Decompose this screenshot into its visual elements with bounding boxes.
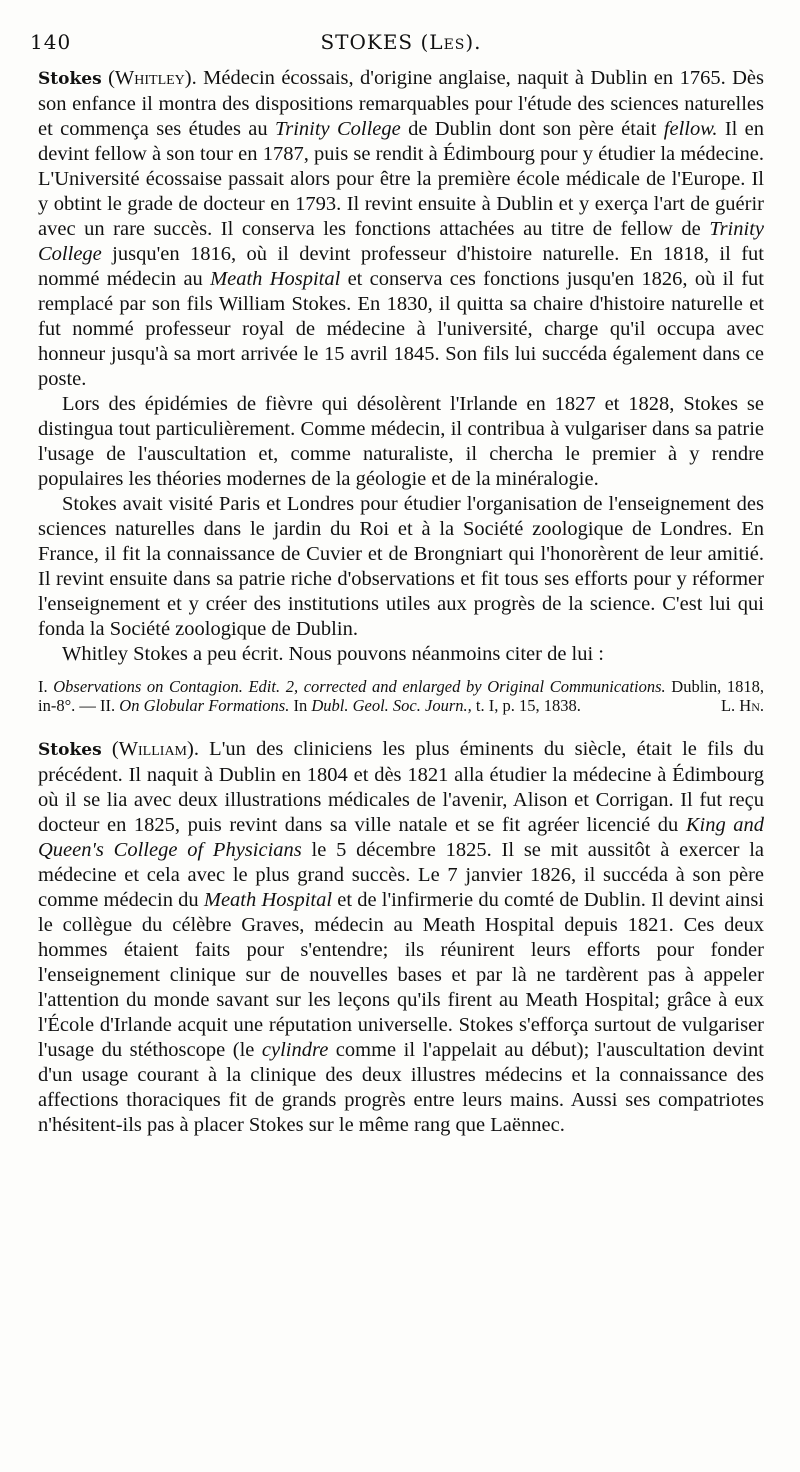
entry1-p1-text: Il en devint fellow à son tour en 1787, puis se rendit à Édimbourg pour y étudier la médecine. L'Université écossaise passait alors pour être la première école médicale de l'Europe. Il y obtint le grade de docteur en 1793. Il revint ensuite à Dublin et y exerça l'art de guérir avec un rare succès. Il conserva les fonctions attachées au titre de fellow de (38, 118, 765, 240)
entry1-paragraph-4: Whitley Stokes a peu écrit. Nous pouvons néanmoins citer de lui : (62, 643, 604, 665)
running-title-paren: (Les). (420, 30, 482, 54)
entry1-paragraph-3: Stokes avait visité Paris et Londres pour étudier l'organisation de l'enseignement des sciences naturelles dans le jardin du Roi et à la Société zoologique de Londres. En France, il fit la connaissance de Cuvier et de Brongniart qui l'honorèrent de leur amitié. Il revint ensuite dans sa patrie riche d'observations et fit tous ses efforts pour y réformer l'enseignement et y créer des institutions utiles aux progrès de la science. C'est lui qui fonda la Société zoologique de Dublin. (38, 493, 764, 640)
biblio-text: Dublin, 1818, in-8°. — II. (38, 677, 765, 715)
entry1-given-name: (Whitley). (108, 67, 197, 89)
entry-whitley-stokes (38, 66, 764, 715)
entry1-p1-text: jusqu'en 1816, où il devint professeur d'histoire naturelle. En 1818, il fut nommé médecin au (38, 243, 764, 290)
entry2-p1-italic: Meath Hospital (203, 889, 333, 911)
biblio-text: In (289, 696, 312, 715)
entry1-p1-text: de Dublin dont son père était (400, 118, 664, 140)
biblio-italic: On Globular Formations. (119, 696, 290, 715)
entry2-p1-text: comme il l'appelait au début); l'auscultation devint d'un usage courant à la clinique des deux illustres médecins et la connaissance des affections thoraciques fit de grands progrès entre leurs mains. Aussi ses compatriotes n'hésitent-ils pas à placer Stokes sur le même rang que Laënnec. (38, 1039, 764, 1136)
entry2-p1-text: et de l'infirmerie du comté de Dublin. Il devint ainsi le collègue du célèbre Graves, médecin au Meath Hospital depuis 1821. Ces deux hommes étaient faits pour s'entendre; ils réunirent leurs efforts pour fonder l'enseignement clinique sur de nouvelles bases et par là ne tardèrent pas à appeler l'attention du monde savant sur les leçons qu'ils firent au Meath Hospital; grâce à eux l'École d'Irlande acquit une réputation universelle. Stokes s'efforça surtout de vulgariser l'usage du stéthoscope (le (38, 889, 764, 1061)
entry-william-stokes (38, 737, 764, 1138)
entry1-paragraph-2: Lors des épidémies de fièvre qui désolèrent l'Irlande en 1827 et 1828, Stokes se distingua tout particulièrement. Comme médecin, il contribua à vulgariser dans sa patrie l'usage de l'auscultation et, comme naturaliste, il chercha le premier à y rendre populaires les théories modernes de la géologie et de la minéralogie. (38, 393, 764, 490)
entry1-p1-italic: Trinity College (38, 218, 764, 265)
entry2-given-name: (William). (111, 738, 199, 760)
entry1-p1-italic: fellow. (663, 118, 718, 140)
running-head (30, 30, 764, 56)
entry2-headword: Stokes (38, 740, 102, 760)
entry1-bibliography (38, 677, 764, 715)
entry1-p1-text: Médecin écossais, d'origine anglaise, naquit à Dublin en 1765. Dès son enfance il montra des dispositions remarquables pour l'étude des sciences naturelles et commença ses études au (38, 67, 765, 140)
entry2-paragraph-1 (38, 737, 764, 1138)
biblio-italic: Observations on Contagion. Edit. 2, corrected and enlarged by Original Communications. (53, 677, 666, 696)
entry1-p1-italic: Meath Hospital (210, 268, 341, 290)
entry1-signature: L. Hn. (720, 696, 764, 715)
entry2-p1-italic: King and Queen's College of Physicians (38, 814, 765, 861)
running-title (38, 30, 764, 54)
entry1-p1-italic: Trinity College (274, 118, 401, 140)
biblio-text: I. (38, 677, 54, 696)
entry1-p1-text: et conserva ces fonctions jusqu'en 1826, où il fut remplacé par son fils William Stokes. En 1830, il quitta sa chaire d'histoire naturelle et fut nommé professeur royal de médecine à l'université, charge qu'il occupa avec honneur jusqu'à sa mort arrivée le 15 avril 1845. Son fils lui succéda également dans ce poste. (38, 268, 764, 390)
entry1-headword: Stokes (38, 69, 102, 89)
entry2-p1-text: L'un des cliniciens les plus éminents du siècle, était le fils du précédent. Il naquit à Dublin en 1804 et dès 1821 alla étudier la médecine à Édimbourg où il se lia avec deux illustrations médicales de l'avenir, Alison et Corrigan. Il fut reçu docteur en 1825, puis revint dans sa ville natale et se fit agréer licencié du (38, 738, 764, 836)
page-number: 140 (30, 30, 72, 54)
entry1-paragraph-1 (38, 66, 764, 392)
running-title-main: STOKES (320, 30, 414, 54)
biblio-text: t. I, p. 15, 1838. (471, 696, 581, 715)
entry2-p1-text: le 5 décembre 1825. Il se mit aussitôt à exercer la médecine et cela avec le plus grand succès. Le 7 janvier 1826, il succéda à son père comme médecin du (38, 839, 764, 911)
entry2-p1-italic: cylindre (261, 1039, 329, 1061)
page (30, 30, 765, 1138)
biblio-italic: Dubl. Geol. Soc. Journ., (311, 696, 472, 715)
